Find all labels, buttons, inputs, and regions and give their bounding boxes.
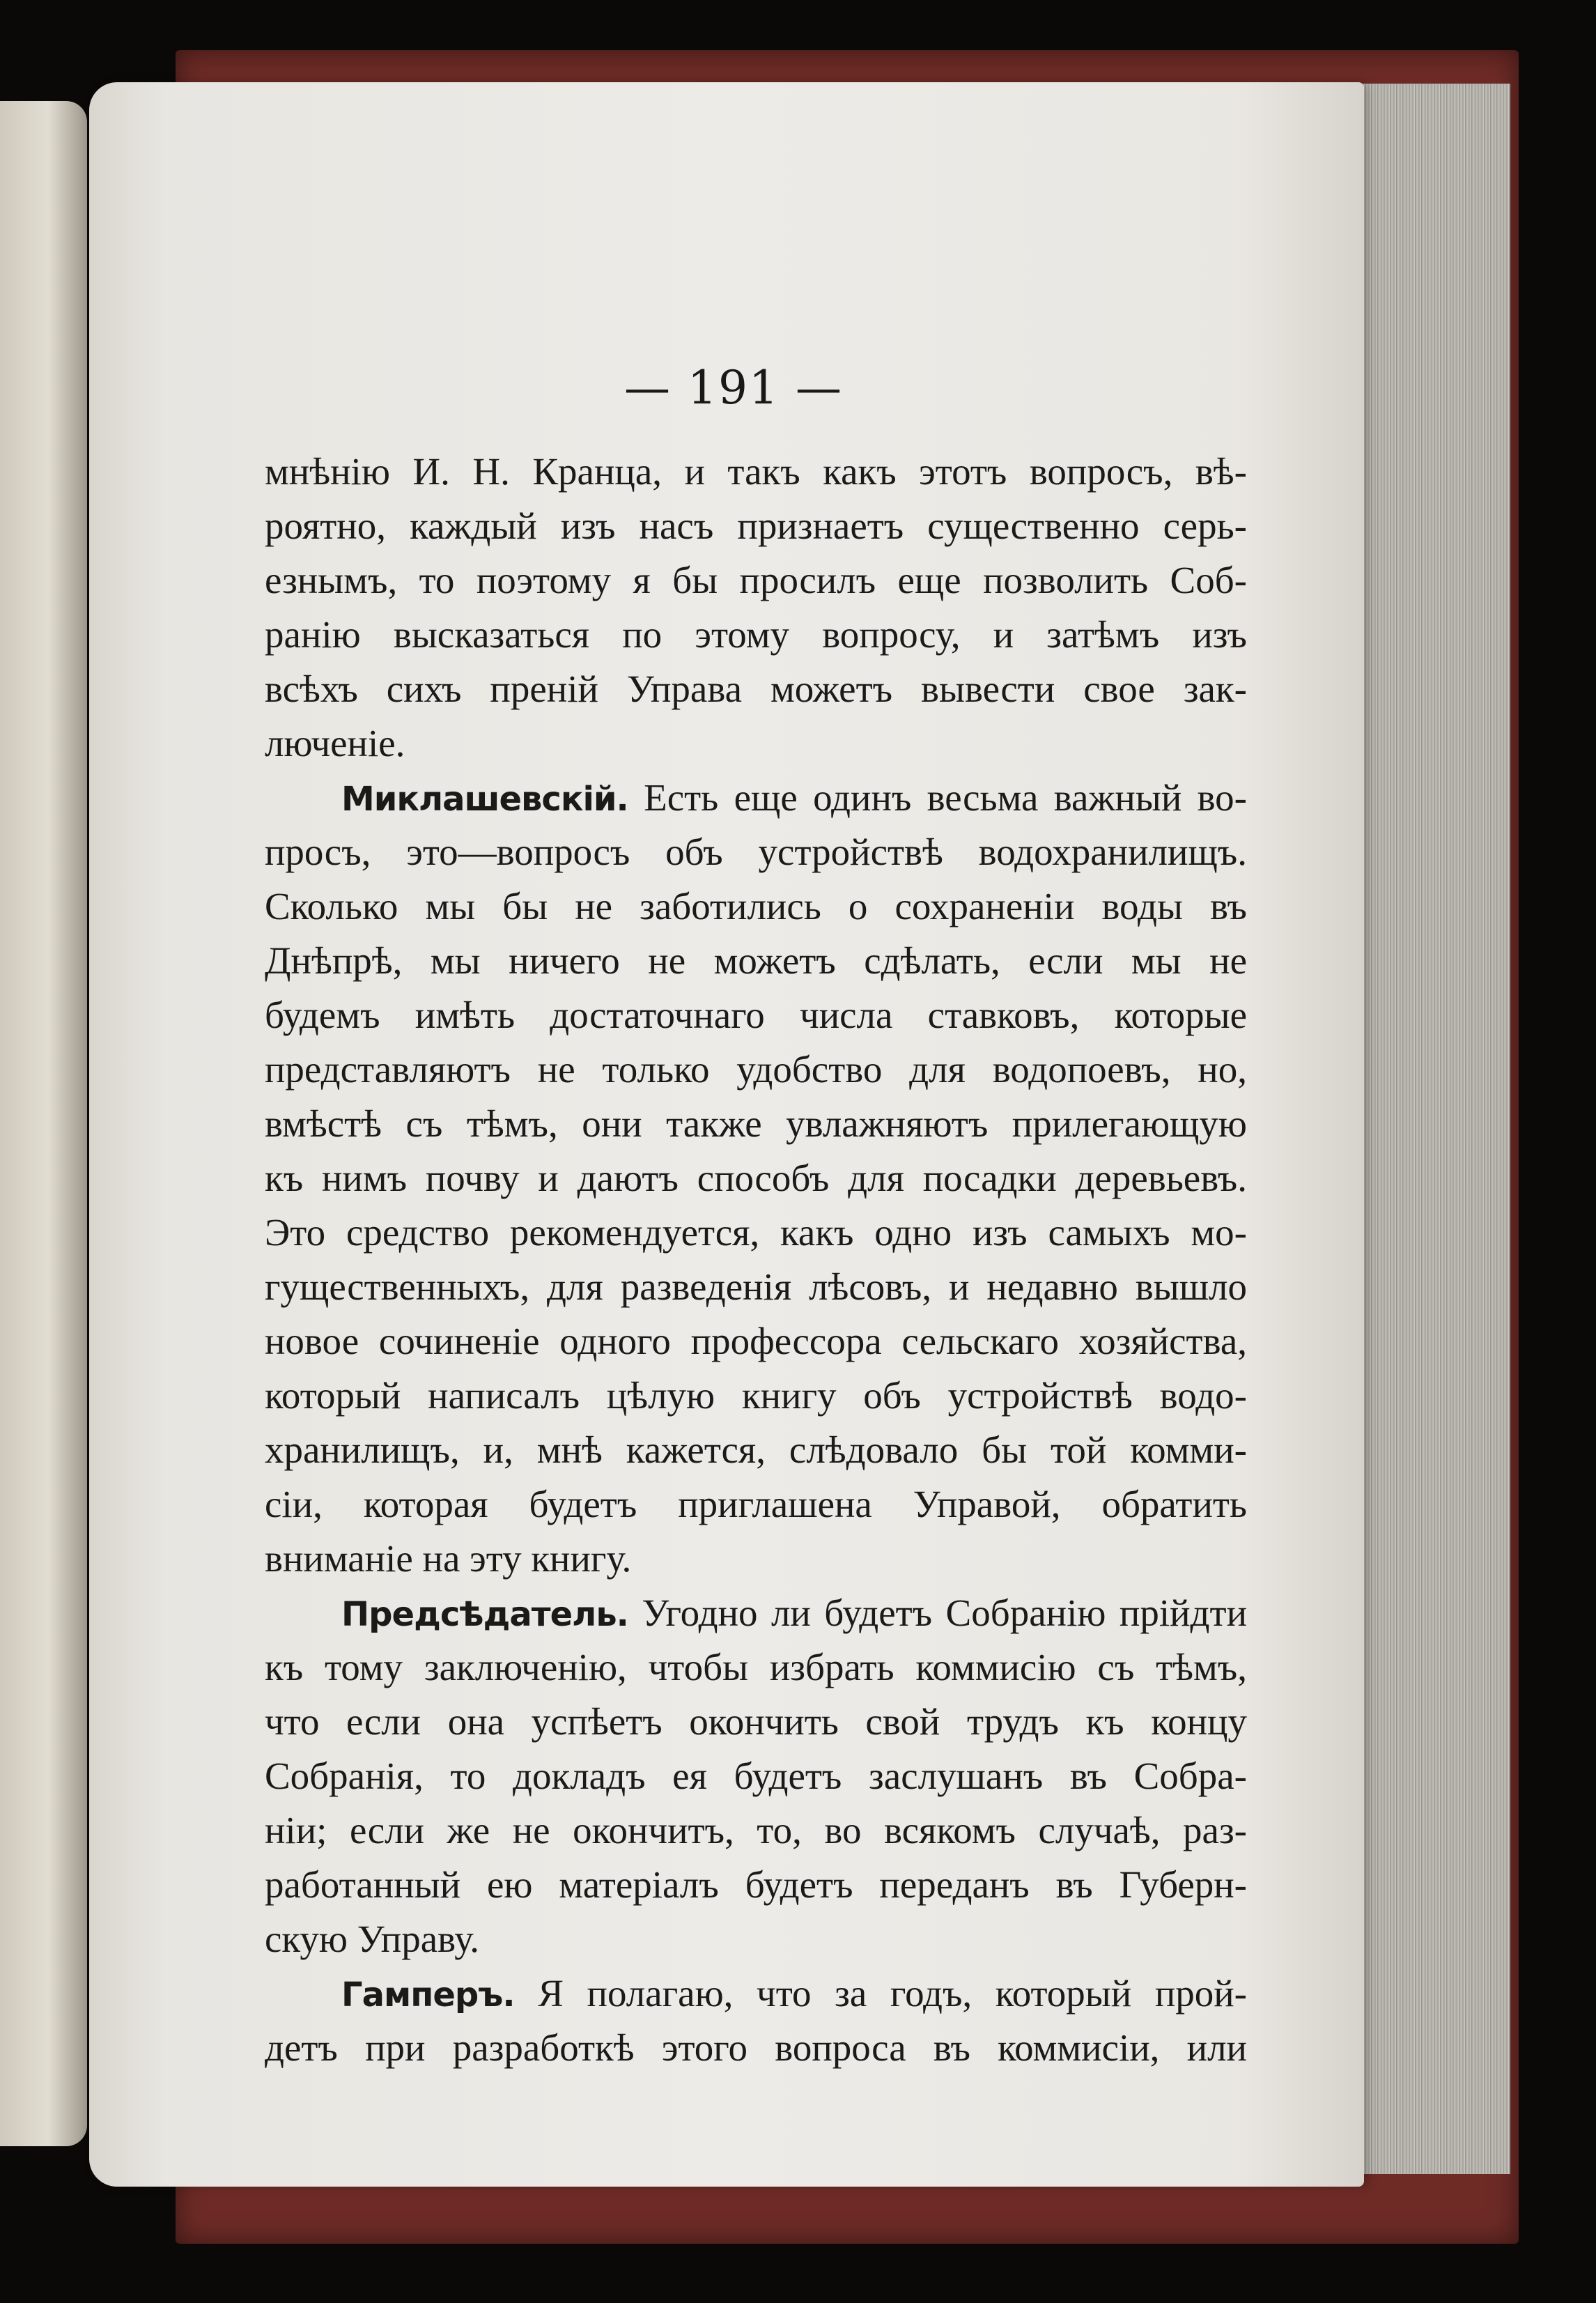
- text-line: ранію высказаться по этому вопросу, и затѣмъ изъ: [265, 613, 1247, 656]
- speaker-name: Гамперъ.: [341, 1975, 515, 2015]
- paragraph: [265, 771, 1247, 1586]
- text-line: новое сочиненіе одного профессора сельскаго хозяйства,: [265, 1320, 1247, 1362]
- speaker-name: Предсѣдатель.: [341, 1595, 628, 1634]
- text-line: къ нимъ почву и даютъ способъ для посадки деревьевъ.: [265, 1157, 1247, 1199]
- speech-text: Я полагаю, что за годъ, который прой-: [538, 1972, 1247, 2015]
- text-line: [265, 771, 1247, 825]
- speech-text: Есть еще одинъ весьма важный во-: [644, 776, 1247, 819]
- text-line: скую Управу.: [265, 1918, 479, 1960]
- text-line: сіи, которая будетъ приглашена Управой, обратить: [265, 1483, 1247, 1525]
- text-line: ніи; если же не окончитъ, то, во всякомъ случаѣ, раз-: [265, 1809, 1247, 1851]
- speech-text: Угодно ли будетъ Собранію прійдти: [642, 1592, 1247, 1634]
- paragraph: [265, 445, 1247, 771]
- text-line: роятно, каждый изъ насъ признаетъ существенно серь-: [265, 504, 1247, 547]
- text-line: хранилищъ, и, мнѣ кажется, слѣдовало бы той комми-: [265, 1428, 1247, 1471]
- text-line: просъ, это—вопросъ объ устройствѣ водохранилищъ.: [265, 831, 1247, 873]
- text-line: вниманіе на эту книгу.: [265, 1537, 632, 1580]
- text-line: гущественныхъ, для разведенія лѣсовъ, и недавно вышло: [265, 1265, 1247, 1308]
- text-line: вмѣстѣ съ тѣмъ, они также увлажняютъ прилегающую: [265, 1102, 1247, 1145]
- speaker-name: Миклашевскій.: [341, 780, 628, 819]
- page-number: — 191 —: [624, 361, 843, 415]
- text-line: Собранія, то докладъ ея будетъ заслушанъ въ Собра-: [265, 1755, 1247, 1797]
- text-line: люченіе.: [265, 722, 405, 764]
- text-line: что если она успѣетъ окончить свой трудъ къ концу: [265, 1700, 1247, 1743]
- text-line: мнѣнію И. Н. Кранца, и такъ какъ этотъ вопросъ, вѣ-: [265, 450, 1247, 493]
- page-text: [265, 445, 1247, 2075]
- text-line: езнымъ, то поэтому я бы просилъ еще позволить Соб-: [265, 559, 1247, 601]
- book-page: [89, 82, 1364, 2187]
- text-line: представляютъ не только удобство для водопоевъ, но,: [265, 1048, 1247, 1091]
- text-line: Сколько мы бы не заботились о сохраненіи воды въ: [265, 885, 1247, 927]
- text-line: Днѣпрѣ, мы ничего не можетъ сдѣлать, если мы не: [265, 939, 1247, 982]
- text-line: всѣхъ сихъ преній Управа можетъ вывести свое зак-: [265, 668, 1247, 710]
- paragraph: [265, 1966, 1247, 2075]
- text-line: [265, 1586, 1247, 1640]
- text-line: работанный ею матеріалъ будетъ переданъ въ Губерн-: [265, 1863, 1247, 1906]
- text-line: Это средство рекомендуется, какъ одно изъ самыхъ мо-: [265, 1211, 1247, 1254]
- text-line: къ тому заключенію, чтобы избрать коммисію съ тѣмъ,: [265, 1646, 1247, 1688]
- page-block-edges: [1358, 84, 1510, 2174]
- text-line: который написалъ цѣлую книгу объ устройствѣ водо-: [265, 1374, 1247, 1417]
- text-line: детъ при разработкѣ этого вопроса въ коммисіи, или: [265, 2026, 1247, 2069]
- text-line: будемъ имѣть достаточнаго числа ставковъ, которые: [265, 994, 1247, 1036]
- paragraph: [265, 1586, 1247, 1966]
- previous-page-edge: [0, 101, 87, 2146]
- text-line: [265, 1966, 1247, 2021]
